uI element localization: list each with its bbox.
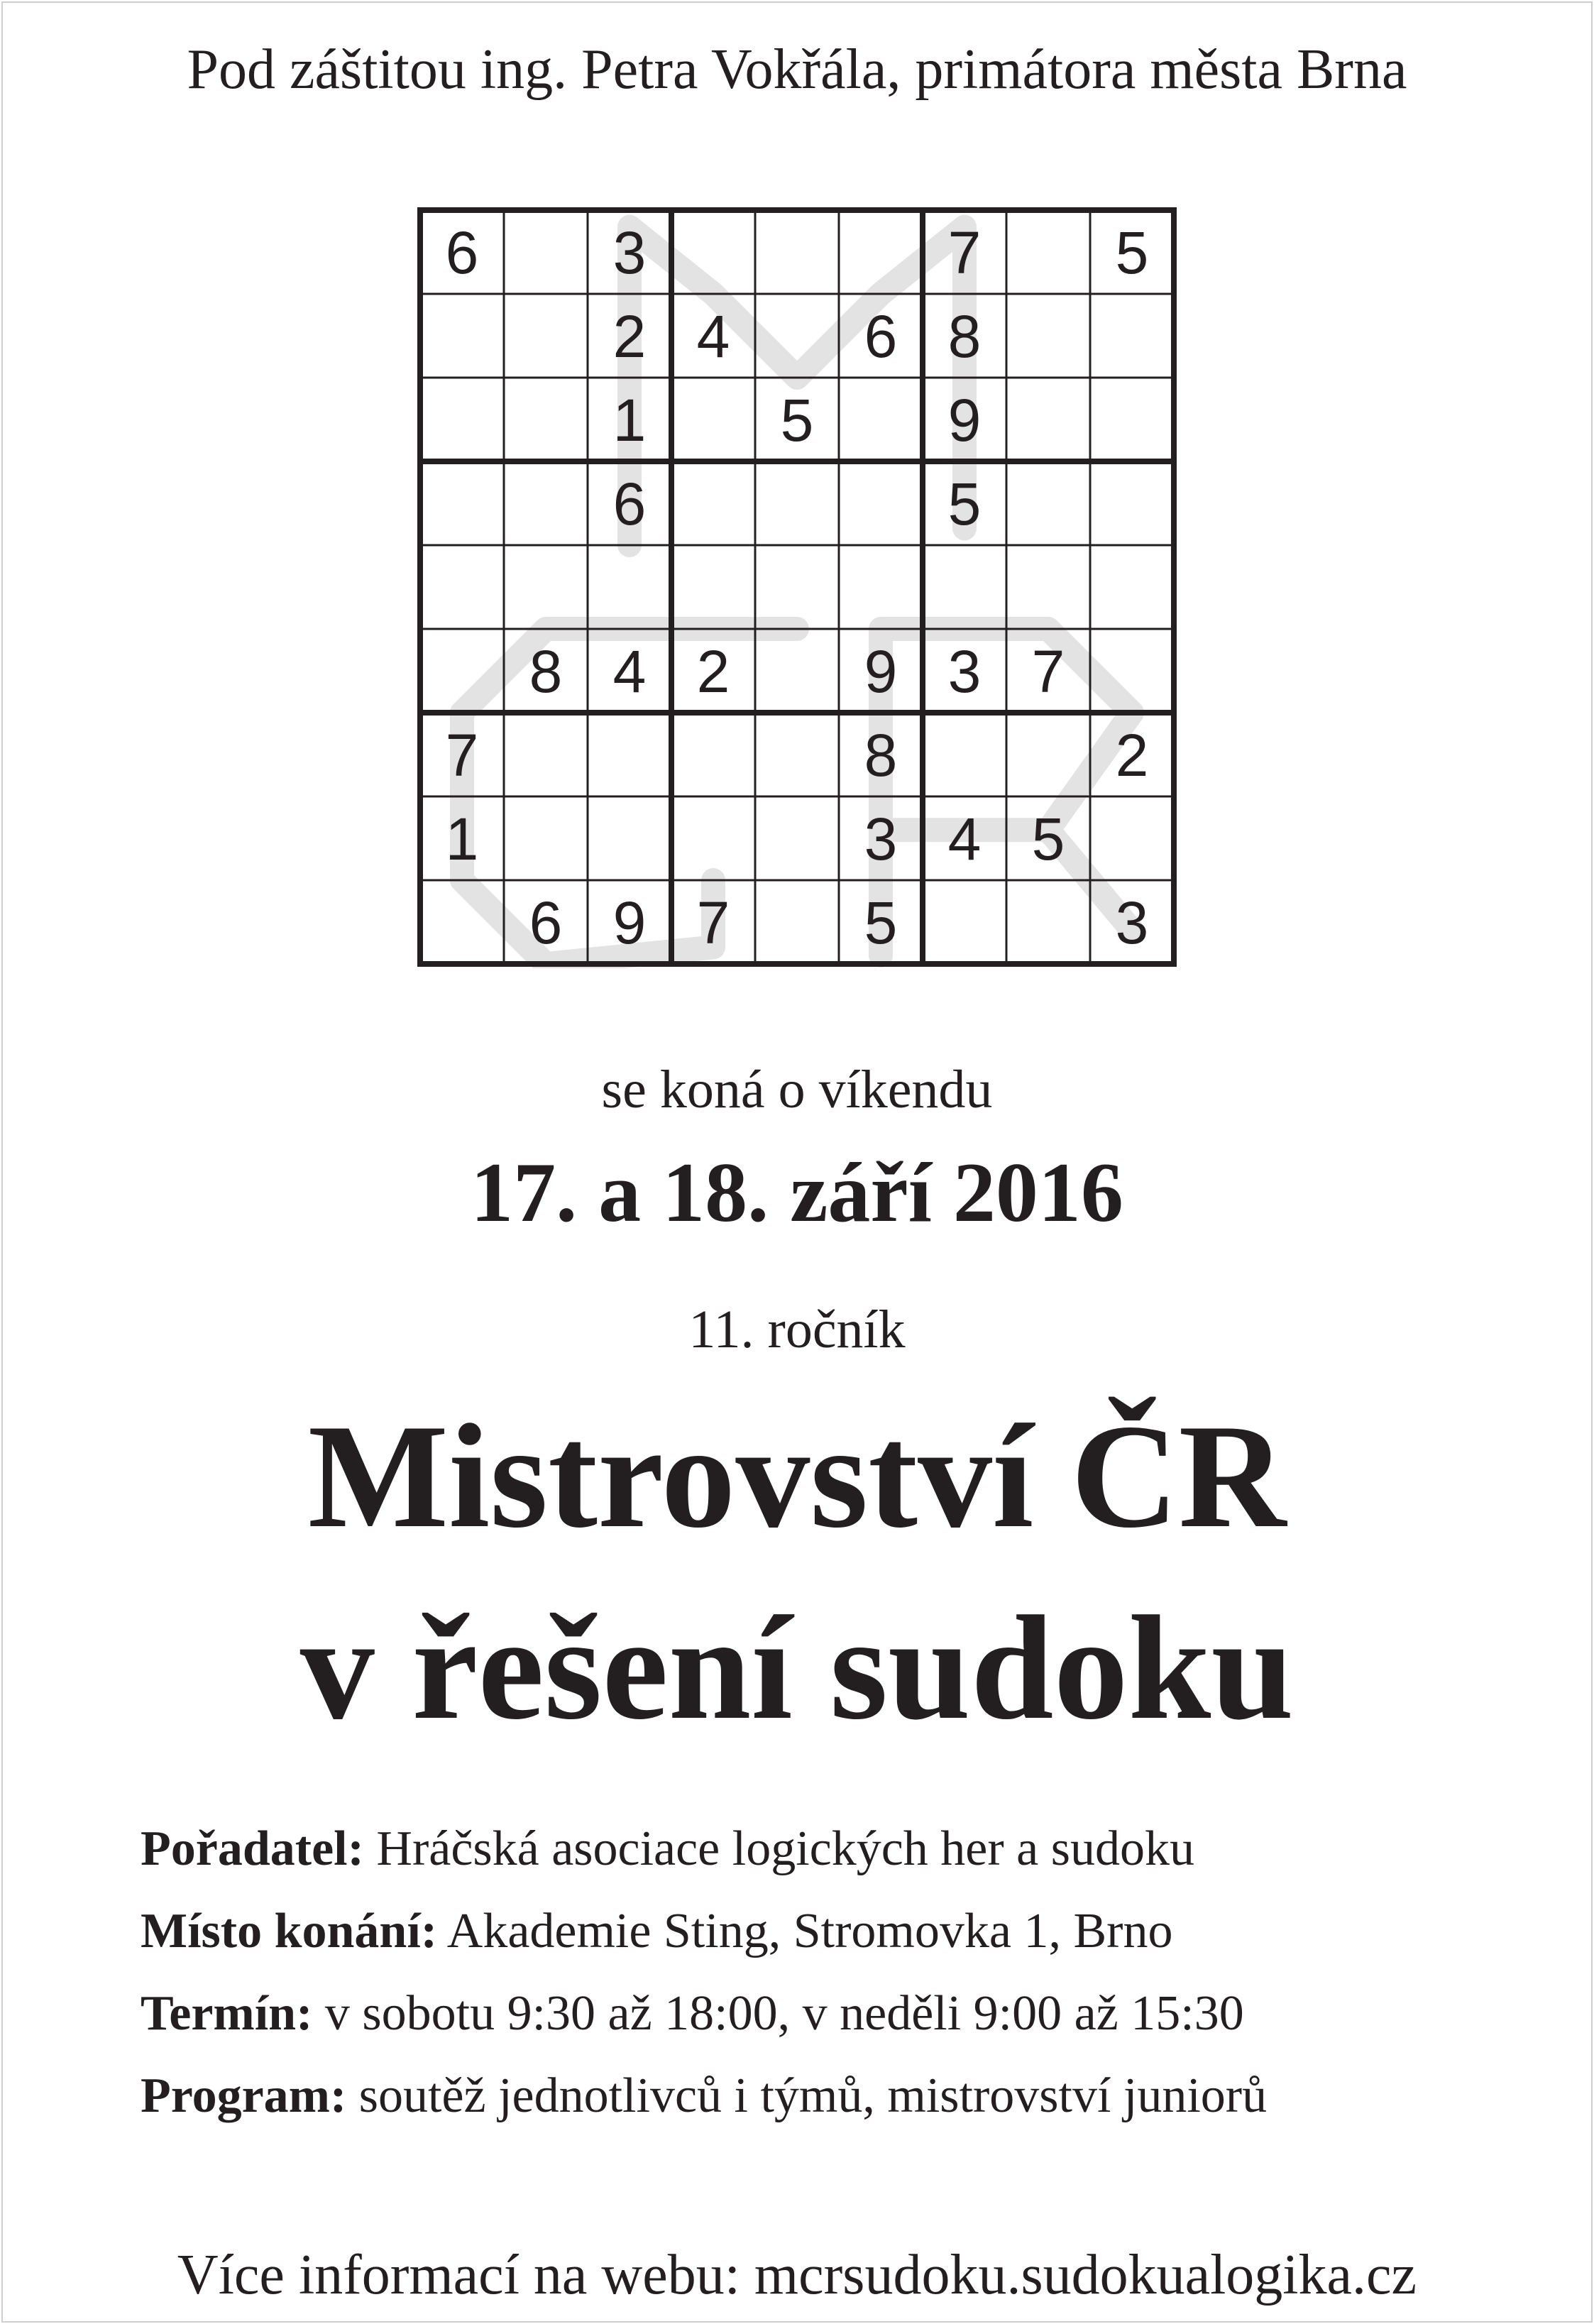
detail-schedule <box>141 1982 1489 2046</box>
sudoku-digit: 9 <box>947 387 982 454</box>
detail-label: Pořadatel: <box>141 1821 364 1876</box>
detail-label: Místo konání: <box>141 1904 438 1958</box>
sudoku-digit: 3 <box>1115 889 1149 956</box>
sudoku-digit: 8 <box>947 303 982 370</box>
sudoku-digit: 9 <box>864 638 898 705</box>
detail-label: Program: <box>141 2068 347 2123</box>
detail-value: Hráčská asociace logických her a sudoku <box>363 1821 1194 1876</box>
event-title-line2: v řešení sudoku <box>299 1586 1295 1750</box>
sudoku-digit: 2 <box>1115 722 1149 789</box>
sudoku-digit: 7 <box>947 219 982 286</box>
event-date: 17. a 18. září 2016 <box>471 1145 1123 1239</box>
sudoku-digit: 7 <box>1031 638 1065 705</box>
sudoku-digit: 6 <box>612 471 647 537</box>
sudoku-digit: 5 <box>1031 806 1065 872</box>
sudoku-digit: 9 <box>612 889 647 956</box>
sudoku-digit: 4 <box>696 303 730 370</box>
sudoku-digit: 5 <box>780 387 814 454</box>
sudoku-grid <box>414 204 1178 968</box>
sudoku-digit: 3 <box>864 806 898 872</box>
watermark-letter-m <box>630 227 964 545</box>
detail-organizer <box>141 1817 1489 1881</box>
detail-value: soutěž jednotlivců i týmů, mistrovství juniorů <box>346 2068 1268 2123</box>
sudoku-digit: 7 <box>445 722 479 789</box>
detail-label: Termín: <box>141 1986 313 2041</box>
sudoku-digit: 6 <box>529 889 563 956</box>
sudoku-digit: 8 <box>864 722 898 789</box>
sudoku-digit: 5 <box>1115 219 1149 286</box>
sudoku-digit: 5 <box>864 889 898 956</box>
sudoku-digit: 4 <box>612 638 647 705</box>
sudoku-digit: 3 <box>947 638 982 705</box>
event-edition: 11. ročník <box>688 1300 906 1359</box>
sudoku-digit: 1 <box>612 387 647 454</box>
sudoku-digit: 6 <box>445 219 479 286</box>
event-intro: se koná o víkendu <box>601 1060 993 1119</box>
sudoku-digit: 4 <box>947 806 982 872</box>
sudoku-digit: 6 <box>864 303 898 370</box>
sudoku-digit: 2 <box>612 303 647 370</box>
sudoku-digit: 8 <box>529 638 563 705</box>
sudoku-digit: 2 <box>696 638 730 705</box>
footer-website: Více informací na webu: mcrsudoku.sudokualogika.cz <box>177 2244 1417 2306</box>
detail-program <box>141 2064 1489 2128</box>
detail-value: v sobotu 9:30 až 18:00, v neděli 9:00 až 15:30 <box>312 1986 1244 2041</box>
sudoku-digit: 3 <box>612 219 647 286</box>
event-title-line1: Mistrovství ČR <box>307 1394 1287 1559</box>
patron-line: Pod záštitou ing. Petra Vokřála, primátora města Brna <box>187 38 1407 101</box>
detail-value: Akademie Sting, Stromovka 1, Brno <box>437 1904 1173 1958</box>
detail-venue <box>141 1900 1489 1963</box>
sudoku-digit: 5 <box>947 471 982 537</box>
sudoku-digit: 7 <box>696 889 730 956</box>
sudoku-digit: 1 <box>445 806 479 872</box>
